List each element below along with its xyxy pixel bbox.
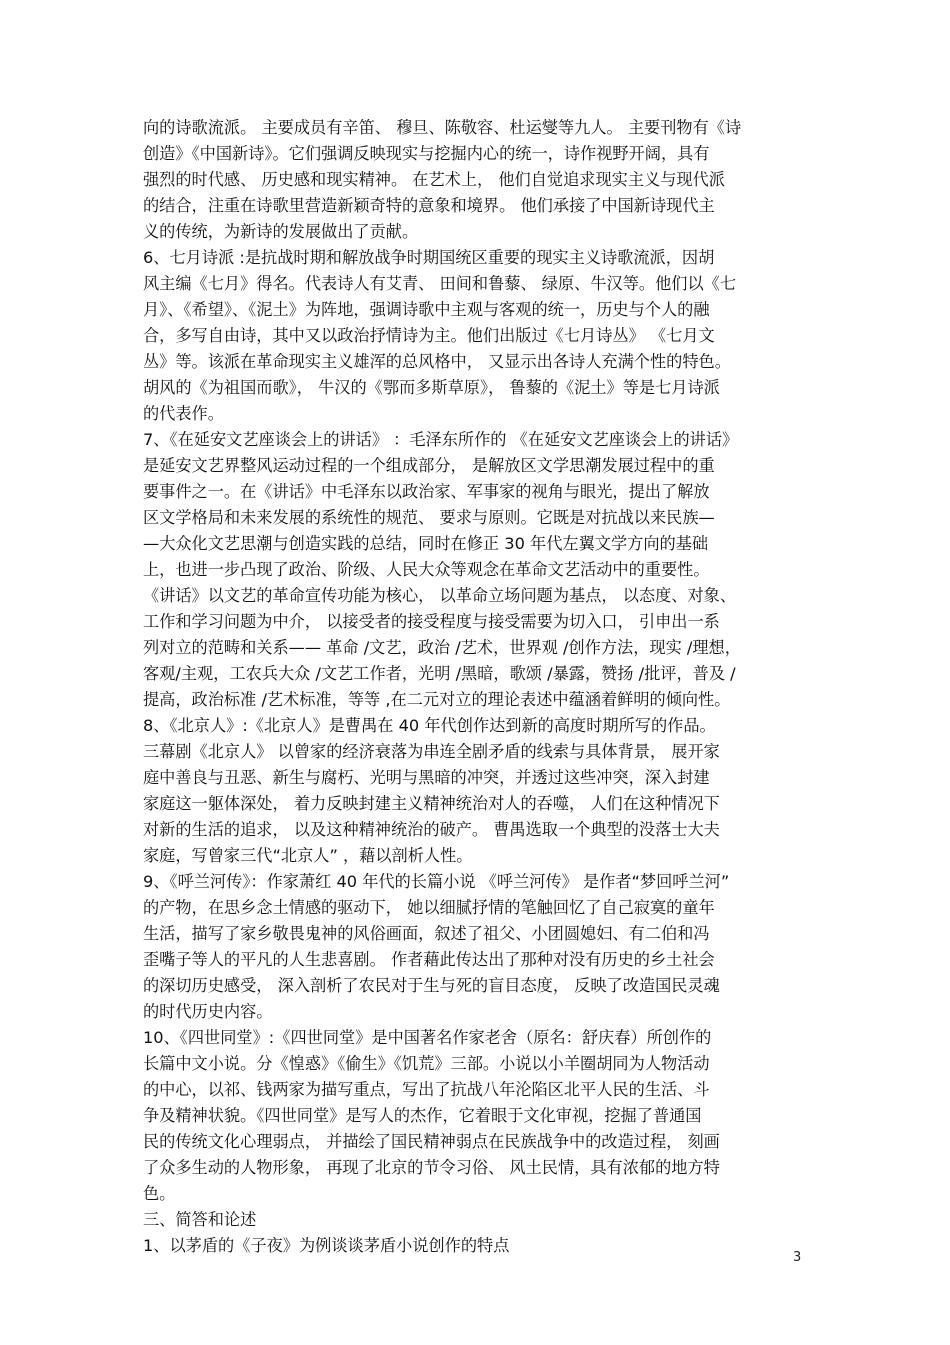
text-line: 家庭，写曾家三代“北京人” ，藉以剖析人性。: [143, 846, 473, 865]
text-line: 是延安文艺界整风运动过程的一个组成部分， 是解放区文学思潮发展过程中的重: [143, 456, 715, 475]
text-line: 的中心，以祁、钱两家为描写重点，写出了抗战八年沦陷区北平人民的生活、斗: [143, 1080, 710, 1099]
text-line: 列对立的范畴和关系—— 革命 /文艺，政治 /艺术，世界观 /创作方法，现实 /理想，: [143, 638, 741, 657]
text-line: 提高，政治标准 /艺术标准，等等 ,在二元对立的理论表述中蕴涵着鲜明的倾向性。: [143, 690, 731, 709]
text-line: 月》、《希望》、《泥土》为阵地，强调诗歌中主观与客观的统一，历史与个人的融: [143, 300, 710, 319]
text-line: 的时代历史内容。: [143, 1002, 273, 1021]
text-line: 三幕剧《北京人》 以曾家的经济衰落为串连全剧矛盾的线索与具体背景， 展开家: [143, 742, 720, 761]
text-line: 9、《呼兰河传》：作家萧红 40 年代的长篇小说 《呼兰河传》 是作者“梦回呼兰河”: [143, 872, 730, 891]
text-line: 歪嘴子等人的平凡的人生悲喜剧。 作者藉此传达出了那种对没有历史的乡土社会: [143, 950, 715, 969]
text-line: 对新的生活的追求， 以及这种精神统治的破产。 曹禺选取一个典型的没落士大夫: [143, 820, 720, 839]
text-line: 客观/主观，工农兵大众 /文艺工作者，光明 /黑暗，歌颂 /暴露，赞扬 /批评，普及 /: [143, 664, 736, 683]
text-line: 的产物，在思乡念土情感的驱动下， 她以细腻抒情的笔触回忆了自己寂寞的童年: [143, 898, 715, 917]
text-line: 的代表作。: [143, 404, 224, 423]
text-line: 了众多生动的人物形象， 再现了北京的节令习俗、 风土民情，具有浓郁的地方特: [143, 1158, 720, 1177]
text-line: 1、以茅盾的《子夜》为例谈谈茅盾小说创作的特点: [143, 1236, 510, 1255]
text-line: —大众化文艺思潮与创造实践的总结，同时在修正 30 年代左翼文学方向的基础: [143, 534, 709, 553]
text-line: 区文学格局和未来发展的系统性的规范、 要求与原则。它既是对抗战以来民族—: [143, 508, 715, 527]
text-line: 色。: [143, 1184, 176, 1203]
text-line: 向的诗歌流派。 主要成员有辛笛、 穆旦、陈敬容、杜运燮等九人。 主要刊物有《诗: [143, 118, 742, 137]
text-line: 丛》等。该派在革命现实主义雄浑的总风格中， 又显示出各诗人充满个性的特色。: [143, 352, 731, 371]
text-line: 7、《在延安文艺座谈会上的讲话》 ：毛泽东所作的 《在延安文艺座谈会上的讲话》: [143, 430, 739, 449]
text-line: 的结合，注重在诗歌里营造新颖奇特的意象和境界。 他们承接了中国新诗现代主: [143, 196, 715, 215]
text-line: 争及精神状貌。《四世同堂》是写人的杰作，它着眼于文化审视，挖掘了普通国: [143, 1106, 702, 1125]
text-line: 6、七月诗派 :是抗战时期和解放战争时期国统区重要的现实主义诗歌流派，因胡: [143, 248, 715, 267]
text-line: 合，多写自由诗，其中又以政治抒情诗为主。他们出版过《七月诗丛》 《七月文: [143, 326, 715, 345]
text-line: 《讲话》以文艺的革命宣传功能为核心， 以革命立场问题为基点， 以态度、对象、: [143, 586, 737, 605]
text-line: 要事件之一。在《讲话》中毛泽东以政治家、军事家的视角与眼光，提出了解放: [143, 482, 710, 501]
text-line: 上，也进一步凸现了政治、阶级、人民大众等观念在革命文艺活动中的重要性。: [143, 560, 710, 579]
text-line: 的深切历史感受， 深入剖析了农民对于生与死的盲目态度， 反映了改造国民灵魂: [143, 976, 720, 995]
text-line: 义的传统，为新诗的发展做出了贡献。: [143, 222, 419, 241]
text-line: 胡风的《为祖国而歌》， 牛汉的《鄂而多斯草原》， 鲁藜的《泥土》等是七月诗派: [143, 378, 720, 397]
text-line: 民的传统文化心理弱点， 并描绘了国民精神弱点在民族战争中的改造过程， 刻画: [143, 1132, 720, 1151]
text-line: 风主编《七月》得名。代表诗人有艾青、 田间和鲁藜、 绿原、牛汉等。他们以《七: [143, 274, 737, 293]
body-text: [143, 115, 813, 1259]
text-line: 家庭这一躯体深处， 着力反映封建主义精神统治对人的吞噬， 人们在这种情况下: [143, 794, 720, 813]
text-line: 工作和学习问题为中介， 以接受者的接受程度与接受需要为切入口， 引申出一系: [143, 612, 720, 631]
text-line: 长篇中文小说。分《惶惑》《偷生》《饥荒》三部。小说以小羊圈胡同为人物活动: [143, 1054, 710, 1073]
text-line: 10、《四世同堂》:《四世同堂》是中国著名作家老舍（原名：舒庆春）所创作的: [143, 1028, 712, 1047]
text-line: 8、《北京人》:《北京人》是曹禺在 40 年代创作达到新的高度时期所写的作品。: [143, 716, 716, 735]
text-line: 生活，描写了家乡敬畏鬼神的风俗画面，叙述了祖父、小团圆媳妇、有二伯和冯: [143, 924, 710, 943]
text-line: 创造》《中国新诗》。它们强调反映现实与挖掘内心的统一，诗作视野开阔，具有: [143, 144, 710, 163]
text-line: 庭中善良与丑恶、新生与腐朽、光明与黑暗的冲突，并透过这些冲突，深入封建: [143, 768, 710, 787]
text-line: 强烈的时代感、 历史感和现实精神。 在艺术上， 他们自觉追求现实主义与现代派: [143, 170, 725, 189]
text-line: 三、简答和论述: [143, 1210, 257, 1229]
page-number: 3: [793, 1250, 802, 1265]
